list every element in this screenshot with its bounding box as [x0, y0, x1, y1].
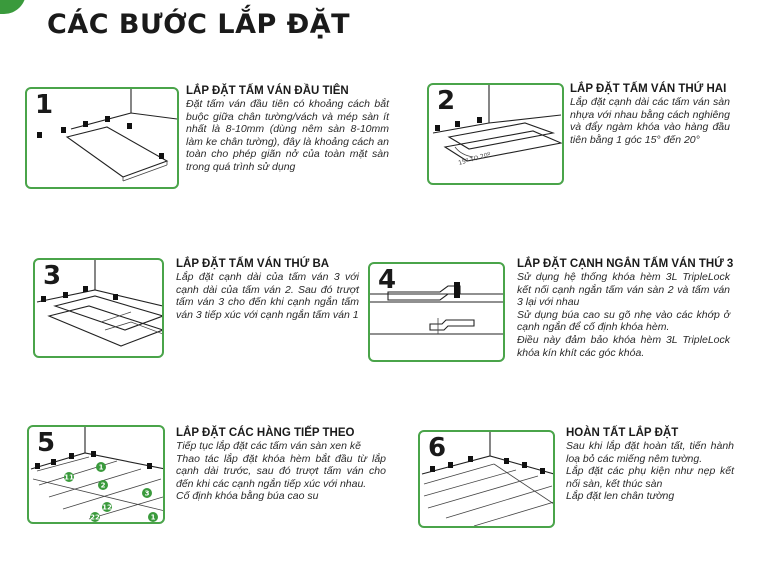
step-4-illustration: [368, 262, 505, 362]
wedge-spacer: [63, 292, 68, 298]
plank-2: [49, 306, 163, 346]
wedge-spacer: [147, 463, 152, 469]
step-1-line: Đặt tấm ván đầu tiên có khoảng cách bắt buộc giữa chân tường/vách và mép sàn ít nhất là 8-10mm (dùng nêm sàn 8-10mm làm ke chân tường), đây là khoảng cách an toàn cho phép giãn nở của toàn mặt sàn trong quá trình sử dụng: [186, 98, 389, 173]
step-6-body: [566, 440, 734, 503]
step-4-heading: LẮP ĐẶT CẠNH NGẮN TẤM VÁN THỨ 3: [517, 258, 734, 270]
wedge-spacer: [159, 153, 164, 159]
rubber-mallet: [388, 286, 460, 300]
svg-text:1: 1: [150, 513, 156, 522]
step-4-body: [517, 271, 730, 359]
step-5-text: [176, 427, 386, 503]
svg-text:2: 2: [100, 481, 106, 490]
plank-1: [67, 127, 167, 177]
step-4-line: Sử dụng hệ thống khóa hèm 3L TripleLock kết nối cạnh ngắn tấm ván sàn 2 và tấm ván 3 lại với nhau: [517, 271, 730, 309]
wedge-spacer: [435, 125, 440, 131]
step-5-illustration: [27, 425, 165, 524]
wedge-spacer: [61, 127, 66, 133]
step-1-text: [186, 85, 389, 174]
wedge-spacer: [468, 456, 473, 462]
row-badge: [148, 512, 158, 522]
step-4-line: Sử dụng búa cao su gõ nhẹ vào các khớp ở cạnh ngắn để cố định khóa hèm.: [517, 308, 730, 334]
mallet-head: [454, 282, 460, 298]
wedge-spacer: [113, 294, 118, 300]
step-5-line: Thao tác lắp đặt khóa hèm bắt đầu từ lắp cạnh dài trước, sau đó trượt tấm ván cho đến khi các cạnh ngắn tiếp xúc với nhau.: [176, 452, 386, 490]
lock-profile: [430, 320, 474, 330]
wedge-spacer: [35, 463, 40, 469]
step-3-heading: LẮP ĐẶT TẤM VÁN THỨ BA: [176, 258, 330, 270]
wedge-spacer: [430, 466, 435, 472]
angle-label: 15º TO 20º: [457, 151, 492, 167]
page-title: CÁC BƯỚC LẮP ĐẶT: [47, 9, 351, 40]
step-1-heading: LẮP ĐẶT TẤM VÁN ĐẦU TIÊN: [186, 85, 349, 97]
step-6-line: Lắp đặt các phụ kiện như nẹp kết nối sàn, kết thúc sàn: [566, 465, 734, 490]
step-5-body: [176, 440, 386, 503]
step-5-line: Tiếp tục lắp đặt các tấm ván sàn xen kẽ: [176, 440, 361, 452]
step-4-text: [517, 258, 734, 359]
step-6-number: 6: [428, 433, 447, 463]
row-badge: [90, 512, 100, 522]
step-2-text: [570, 83, 730, 146]
wedge-spacer: [455, 121, 460, 127]
wedge-spacer: [522, 462, 527, 468]
step-4-line: Điều này đảm bảo khóa hèm 3L TripleLock khóa kín khít các góc khóa.: [517, 333, 730, 359]
row-badge: [142, 488, 152, 498]
wedge-spacer: [105, 116, 110, 122]
step-3-text: [176, 258, 359, 321]
wedge-spacer: [37, 132, 42, 138]
step-5-line: Cố định khóa bằng búa cao su: [176, 490, 319, 503]
step-3-number: 3: [43, 261, 62, 291]
wedge-spacer: [127, 123, 132, 129]
wall-base-line: [433, 115, 561, 133]
step-5-heading: LẮP ĐẶT CÁC HÀNG TIẾP THEO: [176, 427, 355, 439]
step-6-line: Lắp đặt len chân tường: [566, 490, 675, 503]
step-2-heading: LẮP ĐẶT TẤM VÁN THỨ HAI: [570, 83, 727, 95]
step-6-heading: HOÀN TẤT LẮP ĐẶT: [566, 427, 679, 439]
step-6-illustration: [418, 430, 555, 528]
plank-2: [445, 131, 561, 161]
step-3-illustration: [33, 258, 164, 358]
wedge-spacer: [91, 451, 96, 457]
step-1-body: [186, 98, 389, 174]
wedge-spacer: [504, 458, 509, 464]
step-2-number: 2: [437, 86, 456, 116]
step-5-number: 5: [37, 428, 56, 458]
wedge-spacer: [83, 286, 88, 292]
svg-text:3: 3: [144, 489, 150, 498]
wedge-spacer: [51, 459, 56, 465]
svg-text:22: 22: [90, 513, 100, 522]
wedge-spacer: [83, 121, 88, 127]
wedge-spacer: [540, 468, 545, 474]
step-6-line: Sau khi lắp đặt hoàn tất, tiến hành loạ bỏ các miếng nêm tường.: [566, 440, 734, 465]
step-2-line: Lắp đặt cạnh dài các tấm ván sàn nhựa với nhau bằng cách nghiêng và đẩy ngàm khóa vào hàng đầu tiên bằng 1 góc 15° đến 20°: [570, 96, 730, 146]
step-4-number: 4: [378, 265, 397, 295]
svg-text:11: 11: [64, 473, 74, 482]
wedge-spacer: [477, 117, 482, 123]
wedge-spacer: [41, 296, 46, 302]
step-2-body: [570, 96, 730, 146]
step-2-illustration: [427, 83, 564, 185]
row-badge: [102, 502, 112, 512]
row-badge: [98, 480, 108, 490]
row-badge: [96, 462, 106, 472]
svg-text:12: 12: [102, 503, 112, 512]
svg-text:1: 1: [98, 463, 104, 472]
row-badge: [64, 472, 74, 482]
step-1-illustration: [25, 87, 179, 189]
plank-3-edge: [105, 322, 163, 334]
step-3-body: [176, 271, 359, 321]
wedge-spacer: [448, 462, 453, 468]
step-3-line: Lắp đặt cạnh dài của tấm ván 3 với cạnh dài của tấm ván 2. Sau đó trượt tấm ván 3 cho đến khi cạnh ngắn tấm ván 3 tiếp xúc với cạnh ngắn tấm ván 1: [176, 271, 359, 321]
corner-leaf-decoration: [0, 0, 26, 14]
step-1-number: 1: [35, 90, 54, 120]
step-6-text: [566, 427, 734, 503]
wedge-spacer: [69, 453, 74, 459]
